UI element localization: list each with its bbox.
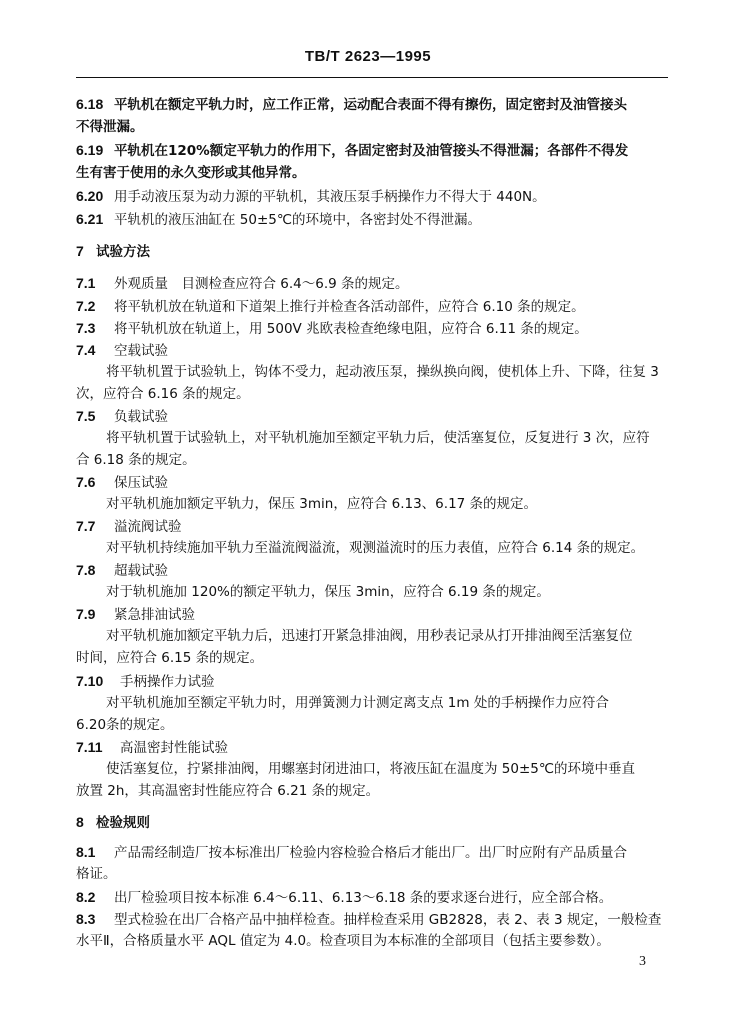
clause-6-18-cont — [76, 117, 676, 137]
clause-number: 8.3 — [76, 911, 96, 927]
clause-7-9-body-cont: 时间，应符合 6.15 条的规定。 — [76, 650, 264, 666]
header-rule — [76, 77, 668, 78]
clause-7-4 — [76, 340, 676, 361]
clause-7-6-body: 对平轨机施加额定平轨力，保压 3min，应符合 6.13、6.17 条的规定。 — [106, 496, 538, 512]
clause-title: 紧急排油试验 — [114, 607, 195, 623]
clause-number: 7.2 — [76, 298, 96, 314]
clause-number: 7.8 — [76, 562, 96, 578]
clause-text: 用手动液压泵为动力源的平轨机，其液压泵手柄操作力不得大于 440N。 — [114, 189, 546, 205]
clause-7-9 — [76, 604, 676, 625]
clause-number: 7.4 — [76, 342, 96, 358]
clause-number: 7.6 — [76, 474, 96, 490]
clause-number: 6.19 — [76, 142, 104, 158]
clause-8-3 — [76, 909, 676, 930]
clause-title: 超载试验 — [114, 563, 168, 579]
clause-6-19-cont — [76, 163, 676, 183]
clause-7-1 — [76, 273, 676, 294]
clause-number: 7.11 — [76, 739, 103, 755]
clause-number: 6.21 — [76, 211, 104, 227]
clause-7-10-body: 对平轨机施加至额定平轨力时，用弹簧测力计测定离支点 1m 处的手柄操作力应符合 — [106, 695, 609, 711]
clause-7-9-body: 对平轨机施加额定平轨力后，迅速打开紧急排油阀，用秒表记录从打开排油阀至活塞复位 — [106, 628, 633, 644]
clause-7-8-body: 对于轨机施加 120%的额定平轨力，保压 3min，应符合 6.19 条的规定。 — [106, 584, 550, 600]
clause-text: 产品需经制造厂按本标准出厂检验内容检验合格后才能出厂。出厂时应附有产品质量合 — [114, 845, 627, 861]
clause-text: 平轨机在120%额定平轨力的作用下，各固定密封及油管接头不得泄漏；各部件不得发 — [114, 143, 629, 159]
clause-6-21 — [76, 209, 676, 230]
clause-7-4-body-cont: 次，应符合 6.16 条的规定。 — [76, 386, 250, 402]
clause-6-20 — [76, 186, 676, 207]
clause-number: 6.20 — [76, 188, 104, 204]
clause-7-7 — [76, 516, 676, 537]
clause-7-10 — [76, 671, 676, 692]
clause-7-11-body-cont: 放置 2h，其高温密封性能应符合 6.21 条的规定。 — [76, 783, 380, 799]
clause-7-7-body: 对平轨机持续施加平轨力至溢流阀溢流，观测溢流时的压力表值，应符合 6.14 条的规定。 — [106, 540, 645, 556]
clause-title: 负载试验 — [114, 409, 168, 425]
clause-8-1 — [76, 842, 676, 863]
clause-number: 7.9 — [76, 606, 96, 622]
section-title: 试验方法 — [96, 244, 150, 260]
clause-7-5-body: 将平轨机置于试验轨上，对平轨机施加至额定平轨力后，使活塞复位，反复进行 3 次，应符 — [106, 430, 650, 446]
clause-number: 7.5 — [76, 408, 96, 424]
section-7-heading — [76, 241, 676, 262]
clause-7-2 — [76, 296, 676, 317]
clause-number: 7.10 — [76, 673, 104, 689]
clause-7-11-body: 使活塞复位，拧紧排油阀，用螺塞封闭进油口，将液压缸在温度为 50±5℃的环境中垂直 — [106, 761, 636, 777]
clause-text: 将平轨机放在轨道和下道架上推行并检查各活动部件，应符合 6.10 条的规定。 — [114, 299, 585, 315]
clause-number: 7.7 — [76, 518, 96, 534]
clause-7-6 — [76, 472, 676, 493]
clause-number: 8.2 — [76, 889, 96, 905]
clause-text: 不得泄漏。 — [76, 119, 144, 135]
clause-text: 型式检验在出厂合格产品中抽样检查。抽样检查采用 GB2828，表 2、表 3 规定，一般检查 — [114, 912, 662, 928]
clause-number: 8.1 — [76, 844, 96, 860]
clause-7-10-body-cont: 6.20条的规定。 — [76, 717, 174, 733]
clause-title: 高温密封性能试验 — [120, 740, 228, 756]
clause-text: 生有害于使用的永久变形或其他异常。 — [76, 165, 306, 181]
clause-7-8 — [76, 560, 676, 581]
page-number: 3 — [639, 954, 646, 969]
doc-header: TB/T 2623—1995 — [304, 48, 432, 65]
clause-7-5-body-cont: 合 6.18 条的规定。 — [76, 452, 196, 468]
clause-title: 手柄操作力试验 — [120, 674, 215, 690]
clause-7-3 — [76, 318, 676, 339]
clause-text: 平轨机的液压油缸在 50±5℃的环境中，各密封处不得泄漏。 — [114, 212, 482, 228]
clause-8-3-cont: 水平Ⅱ，合格质量水平 AQL 值定为 4.0。检查项目为本标准的全部项目（包括主要参数）。 — [76, 933, 610, 949]
section-title: 检验规则 — [96, 815, 150, 831]
clause-number: 7.1 — [76, 275, 96, 291]
clause-title: 保压试验 — [114, 475, 168, 491]
section-number: 8 — [76, 814, 84, 830]
clause-number: 6.18 — [76, 96, 104, 112]
clause-8-1-cont: 格证。 — [76, 866, 117, 882]
section-number: 7 — [76, 243, 84, 259]
clause-text: 出厂检验项目按本标准 6.4～6.11、6.13～6.18 条的要求逐台进行，应全部合格。 — [114, 890, 613, 906]
clause-8-2 — [76, 887, 676, 908]
clause-title: 溢流阀试验 — [114, 519, 182, 535]
clause-text: 外观质量 目测检查应符合 6.4～6.9 条的规定。 — [114, 276, 409, 292]
clause-number: 7.3 — [76, 320, 96, 336]
clause-7-11 — [76, 737, 676, 758]
clause-6-18 — [76, 94, 676, 115]
clause-text: 将平轨机放在轨道上，用 500V 兆欧表检查绝缘电阻，应符合 6.11 条的规定。 — [114, 321, 588, 337]
clause-7-4-body: 将平轨机置于试验轨上，钩体不受力，起动液压泵，操纵换向阀，使机体上升、下降，往复 3 — [106, 364, 659, 380]
section-8-heading — [76, 812, 676, 833]
clause-6-19 — [76, 140, 676, 161]
clause-text: 平轨机在额定平轨力时，应工作正常，运动配合表面不得有擦伤，固定密封及油管接头 — [114, 97, 627, 113]
clause-title: 空载试验 — [114, 343, 168, 359]
clause-7-5 — [76, 406, 676, 427]
